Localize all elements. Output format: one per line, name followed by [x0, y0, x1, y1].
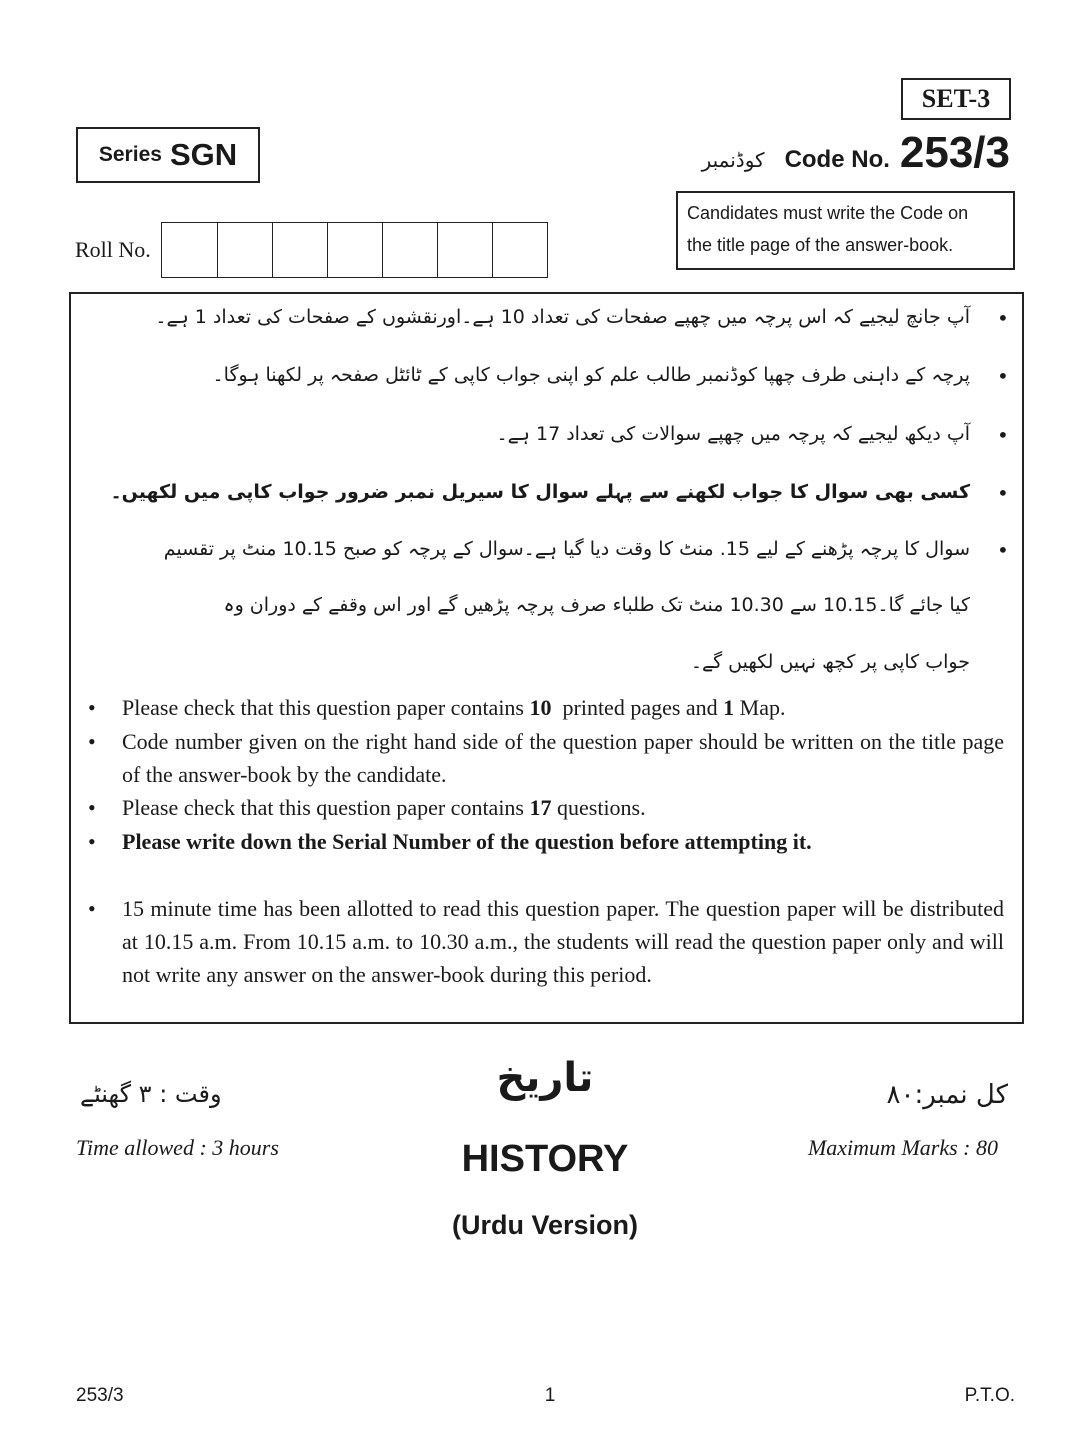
urdu-instruction-3: آپ دیکھ لیجیے کہ پرچہ میں چھپے سوالات کی تعداد 17 ہے۔	[496, 423, 970, 445]
code-note-box	[676, 191, 1015, 270]
time-allowed: Time allowed : 3 hours	[76, 1135, 279, 1160]
urdu-instruction-5-end: جواب کاپی پر کچھ نہیں لکھیں گے۔	[690, 651, 970, 673]
text: printed pages and	[551, 695, 724, 720]
subject-english: HISTORY	[461, 1138, 629, 1180]
roll-label: Roll No.	[75, 237, 151, 262]
urdu-bullet: •	[997, 364, 1009, 388]
code-note-line-2: the title page of the answer-book.	[687, 235, 954, 255]
roll-number-row	[75, 222, 548, 278]
roll-cell[interactable]	[437, 223, 492, 277]
text: questions.	[551, 795, 646, 820]
bullet: •	[88, 795, 96, 820]
bullet: •	[88, 729, 96, 754]
roll-cell[interactable]	[162, 223, 217, 277]
text: Please check that this question paper contains	[122, 795, 530, 820]
code-number-row	[702, 128, 1010, 178]
instruction-text: Code number given on the right hand side of the question paper should be written on the title page of the answer-book by the candidate.	[122, 729, 1004, 787]
code-number: 253/3	[899, 128, 1010, 177]
english-instruction-4	[88, 825, 988, 891]
urdu-bullet: •	[997, 306, 1009, 330]
roll-cell[interactable]	[327, 223, 382, 277]
english-instruction-3	[88, 791, 988, 824]
time-urdu: وقت : ۳ گھنٹے	[80, 1080, 222, 1108]
roll-cell[interactable]	[382, 223, 437, 277]
series-value: SGN	[169, 137, 238, 172]
footer-code: 253/3	[76, 1385, 124, 1406]
roll-cell[interactable]	[492, 223, 547, 277]
instruction-text: 15 minute time has been allotted to read this question paper. The question paper will be distributed at 10.15 a.m. From 10.15 a.m. to 10.30 a.m., the students will read the question paper only and will not write any answer on the answer-book during this period.	[122, 896, 1004, 987]
roll-cell[interactable]	[272, 223, 327, 277]
maximum-marks: Maximum Marks : 80	[807, 1135, 998, 1160]
instruction-text: Please write down the Serial Number of the question before attempting it.	[122, 829, 812, 854]
text: Map.	[734, 695, 786, 720]
question-count: 17	[529, 795, 552, 820]
urdu-instruction-1: آپ جانچ لیجیے کہ اس پرچہ میں چھپے صفحات کی تعداد 10 ہے۔اورنقشوں کے صفحات کی تعداد 1 ہے۔	[155, 306, 970, 328]
english-instruction-1	[88, 691, 988, 724]
page-count: 10	[529, 695, 552, 720]
english-instruction-5	[88, 892, 1004, 1024]
code-urdu-label: کوڈنمبر	[701, 148, 765, 172]
urdu-bullet: •	[997, 538, 1009, 562]
bullet: •	[88, 829, 96, 854]
english-instruction-2	[88, 725, 1004, 791]
roll-number-grid	[161, 222, 548, 278]
series-box	[76, 127, 260, 183]
urdu-instruction-5: سوال کا پرچہ پڑھنے کے لیے 15. منٹ کا وقت دیا گیا ہے۔سوال کے پرچہ کو صبح 10.15 منٹ پر تقسیم	[163, 538, 970, 560]
series-label: Series	[98, 143, 162, 166]
urdu-instruction-5-cont: کیا جائے گا۔10.15 سے 10.30 منٹ تک طلباء صرف پرچہ پڑھیں گے اور اس وقفے کے دوران وہ	[223, 594, 970, 616]
urdu-bullet: •	[997, 481, 1009, 505]
map-count: 1	[723, 695, 735, 720]
page-number: 1	[544, 1385, 556, 1406]
version-label: (Urdu Version)	[451, 1210, 639, 1240]
pto-label: P.T.O.	[964, 1385, 1015, 1406]
bullet: •	[88, 896, 96, 921]
urdu-instruction-4: کسی بھی سوال کا جواب لکھنے سے پہلے سوال کا سیریل نمبر ضرور جواب کاپی میں لکھیں۔	[110, 481, 970, 503]
text: Please check that this question paper contains	[122, 695, 530, 720]
code-note-line-1: Candidates must write the Code on	[687, 203, 969, 223]
bullet: •	[88, 695, 96, 720]
set-label: SET-3	[901, 78, 1011, 120]
urdu-bullet: •	[997, 423, 1009, 447]
roll-cell[interactable]	[217, 223, 272, 277]
code-label: Code No.	[784, 146, 890, 173]
subject-urdu: تاریخ	[496, 1055, 594, 1101]
marks-urdu: کل نمبر:۸۰	[886, 1080, 1008, 1110]
urdu-instruction-2: پرچہ کے داہنی طرف چھپا کوڈنمبر طالب علم کو اپنی جواب کاپی کے ٹائٹل صفحہ پر لکھنا ہوگا۔	[212, 364, 970, 386]
